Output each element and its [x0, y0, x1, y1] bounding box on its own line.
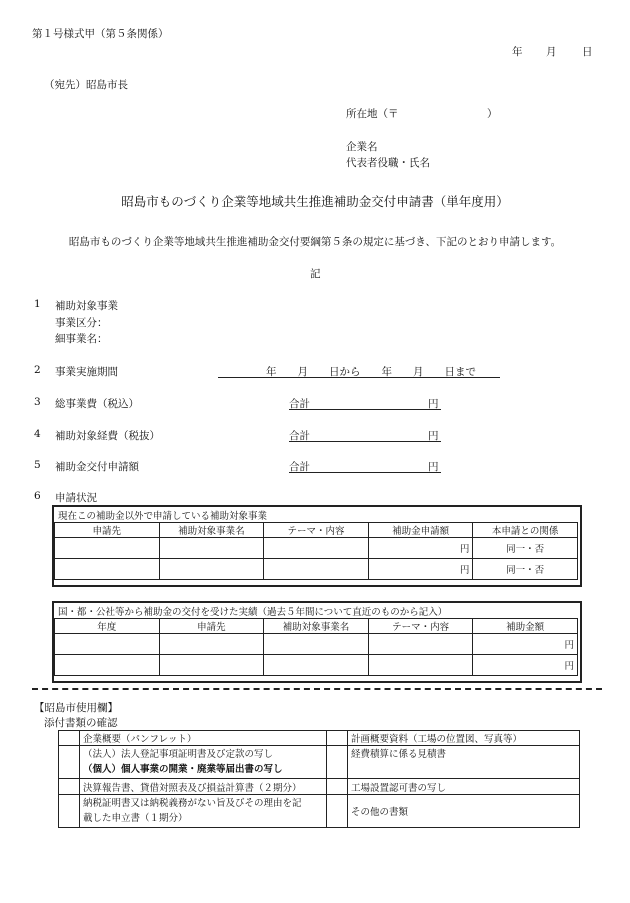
table2-header: テーマ・内容: [368, 619, 473, 634]
item1-label: 補助対象事業: [55, 300, 118, 312]
table-cell[interactable]: [55, 538, 160, 559]
checklist-item-individual: （個人）個人事業の開業・廃業等届出書の写し: [83, 764, 283, 775]
item2-label: 事業実施期間: [55, 366, 118, 378]
table1-header: テーマ・内容: [264, 523, 369, 538]
table2: [54, 618, 578, 676]
table2-header: 年度: [55, 619, 160, 634]
check-box[interactable]: [327, 746, 348, 779]
table-cell[interactable]: [159, 559, 264, 580]
table-cell-relation[interactable]: 同一・否: [473, 538, 578, 559]
check-box[interactable]: [327, 731, 348, 746]
date-month: 月: [546, 46, 557, 58]
table2-header: 補助対象事業名: [264, 619, 369, 634]
table-cell[interactable]: [264, 559, 369, 580]
table-cell-yen[interactable]: 円: [368, 559, 473, 580]
check-box[interactable]: [327, 795, 348, 828]
item6-number: 6: [34, 490, 41, 502]
table2-header-row: [55, 619, 578, 634]
item4-number: 4: [34, 428, 41, 440]
item4-yen: 円: [428, 430, 439, 442]
page-title: 昭島市ものづくり企業等地域共生推進補助金交付申請書（単年度用）: [121, 194, 509, 209]
table-cell-yen[interactable]: 円: [473, 634, 578, 655]
table-cell[interactable]: [159, 655, 264, 676]
table-cell[interactable]: [159, 634, 264, 655]
table1-header: 申請先: [55, 523, 160, 538]
checklist-item: 企業概要（パンフレット）: [80, 731, 327, 746]
check-box[interactable]: [59, 731, 80, 746]
check-box[interactable]: [59, 746, 80, 779]
item5-yen: 円: [428, 461, 439, 473]
company-label: 企業名: [346, 141, 378, 153]
table-cell-relation[interactable]: 同一・否: [473, 559, 578, 580]
item3-number: 3: [34, 396, 41, 408]
table1-header: 補助対象事業名: [159, 523, 264, 538]
item1-sub1: 事業区分：: [55, 317, 108, 329]
table-row: [55, 634, 578, 655]
checklist-item: 経費積算に係る見積書: [348, 746, 580, 779]
checklist-item-tax-a: 納税証明書又は納税義務がない旨及びその理由を記: [83, 798, 302, 809]
item5-number: 5: [34, 459, 41, 471]
checklist-item: 工場設置認可書の写し: [348, 779, 580, 795]
item4-underline: [289, 441, 441, 442]
item3-total: 合計: [289, 398, 310, 410]
table-row: [55, 655, 578, 676]
checklist-item: [80, 746, 327, 779]
check-box[interactable]: [59, 779, 80, 795]
item4-label: 補助対象経費（税抜）: [55, 430, 160, 442]
table-cell-yen[interactable]: 円: [368, 538, 473, 559]
table-row: [55, 559, 578, 580]
table-cell[interactable]: [55, 559, 160, 580]
cut-line-divider: [32, 688, 602, 690]
table-cell[interactable]: [368, 634, 473, 655]
address-close: ）: [487, 108, 498, 120]
table1-header: 補助金申請額: [368, 523, 473, 538]
table-cell[interactable]: [55, 634, 160, 655]
address-label: 所在地（〒: [346, 108, 399, 120]
checklist-row: [59, 795, 580, 828]
table-cell[interactable]: [368, 655, 473, 676]
check-box[interactable]: [327, 779, 348, 795]
table1-header: 本申請との関係: [473, 523, 578, 538]
item1-number: 1: [34, 298, 41, 310]
intro-text: 昭島市ものづくり企業等地域共生推進補助金交付要綱第５条の規定に基づき、下記のとおり申請します。: [68, 236, 562, 248]
checklist-item: 計画概要資料（工場の位置図、写真等）: [348, 731, 580, 746]
table1: [54, 522, 578, 580]
checklist-item: その他の書類: [348, 795, 580, 828]
table-cell[interactable]: [264, 634, 369, 655]
date-year: 年: [512, 46, 523, 58]
representative-label: 代表者役職・氏名: [346, 157, 430, 169]
attach-label: 添付書類の確認: [44, 717, 118, 729]
item5-underline: [289, 472, 441, 473]
table1-header-row: [55, 523, 578, 538]
item3-label: 総事業費（税込）: [55, 398, 139, 410]
table2-header: 申請先: [159, 619, 264, 634]
table-row: [55, 538, 578, 559]
check-box[interactable]: [59, 795, 80, 828]
item2-underline: [218, 377, 500, 378]
checklist-row: [59, 779, 580, 795]
checklist-row: [59, 731, 580, 746]
item5-total: 合計: [289, 461, 310, 473]
item6-label: 申請状況: [55, 492, 97, 504]
checklist-item: [80, 795, 327, 828]
table2-header: 補助金額: [473, 619, 578, 634]
item3-underline: [289, 409, 441, 410]
table-cell-yen[interactable]: 円: [473, 655, 578, 676]
ki-label: 記: [310, 268, 321, 280]
checklist-row: [59, 746, 580, 779]
item1-sub2: 細事業名：: [55, 333, 108, 345]
checklist-item: 決算報告書、貸借対照表及び損益計算書（２期分）: [80, 779, 327, 795]
table-cell[interactable]: [55, 655, 160, 676]
item2-number: 2: [34, 364, 41, 376]
item3-yen: 円: [428, 398, 439, 410]
office-section-label: 【昭島市使用欄】: [34, 702, 118, 714]
table1-caption: 現在この補助金以外で申請している補助対象事業: [58, 511, 268, 522]
attachment-checklist: [58, 730, 580, 828]
item2-value: 年 月 日から 年 月 日まで: [266, 366, 476, 378]
item4-total: 合計: [289, 430, 310, 442]
checklist-item-corp: （法人）法人登記事項証明書及び定款の写し: [83, 749, 274, 760]
form-number: 第１号様式甲（第５条関係）: [32, 28, 169, 40]
addressee: （宛先）昭島市長: [44, 79, 128, 91]
item5-label: 補助金交付申請額: [55, 461, 139, 473]
checklist-item-tax-b: 載した申立書（１期分）: [83, 813, 188, 824]
date-day: 日: [582, 46, 593, 58]
table2-caption: 国・都・公社等から補助金の交付を受けた実績（過去５年間について直近のものから記入）: [58, 607, 448, 618]
table-cell[interactable]: [264, 538, 369, 559]
table-cell[interactable]: [159, 538, 264, 559]
table-cell[interactable]: [264, 655, 369, 676]
